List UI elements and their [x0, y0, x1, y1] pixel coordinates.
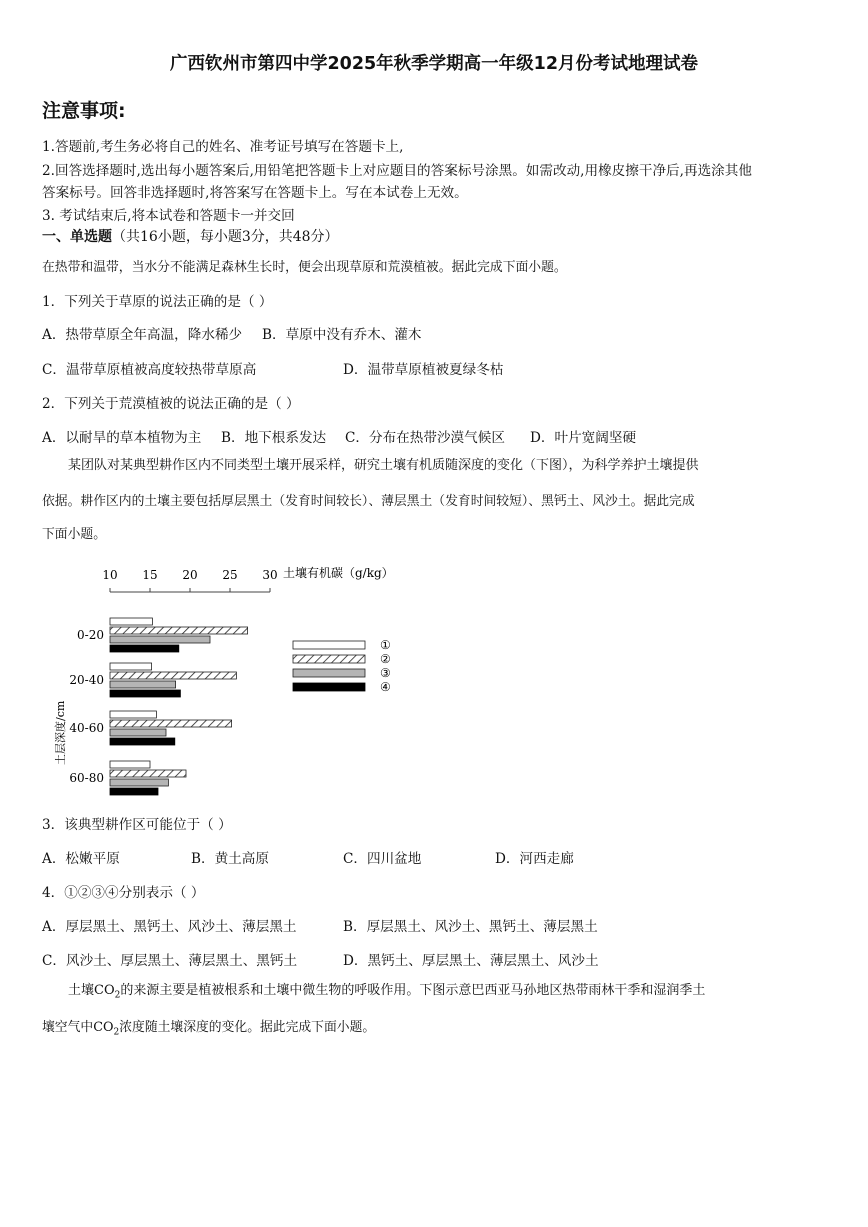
bar-40-60-series-4: [110, 738, 175, 745]
section-desc: （共16小题，每小题3分，共48分）: [112, 229, 339, 245]
q1-option-d[interactable]: D．温带草原植被夏绿冬枯: [343, 362, 504, 378]
passage-3-line-2: [42, 1016, 375, 1038]
category-label-40-60: 40-60: [69, 721, 104, 735]
bar-40-60-series-2: [110, 720, 232, 727]
legend-label-1: ①: [380, 638, 391, 652]
x-tick-label-25: 25: [222, 568, 238, 582]
legend-label-2: ②: [380, 652, 391, 666]
bar-60-80-series-3: [110, 779, 168, 786]
passage-3-part-3: 壤空气中CO: [42, 1020, 114, 1035]
legend-swatch-3: [293, 669, 365, 677]
bar-20-40-series-3: [110, 681, 176, 688]
q4-stem: 4．①②③④分别表示（ ）: [42, 885, 205, 901]
page-title: 广西钦州市第四中学2025年秋季学期高一年级12月份考试地理试卷: [169, 54, 699, 74]
passage-2-line-3: 下面小题。: [42, 527, 106, 542]
x-tick-label-20: 20: [182, 568, 198, 582]
notice-item-2: 2.回答选择题时,选出每小题答案后,用铅笔把答题卡上对应题目的答案标号涂黑。如需改动,用橡皮擦干净后,再选涂其他: [42, 163, 752, 179]
bar-60-80-series-2: [110, 770, 186, 777]
passage-2-line-2: 依据。耕作区内的土壤主要包括厚层黑土（发育时间较长）、薄层黑土（发育时间较短）、黑钙土、风沙土。据此完成: [42, 494, 695, 509]
x-tick-label-15: 15: [142, 568, 158, 582]
soil-carbon-chart: [40, 555, 440, 800]
bar-0-20-series-1: [110, 618, 152, 625]
q4-option-c[interactable]: C．风沙土、厚层黑土、薄层黑土、黑钙土: [42, 953, 298, 969]
notice-item-3: 3. 考试结束后,将本试卷和答题卡一并交回: [42, 208, 295, 224]
q2-option-d[interactable]: D．叶片宽阔坚硬: [530, 430, 637, 446]
passage-3-part-2: 的来源主要是植被根系和土壤中微生物的呼吸作用。下图示意巴西亚马孙地区热带雨林干季和湿润季土: [120, 983, 706, 998]
x-tick-label-10: 10: [102, 568, 118, 582]
legend-swatch-1: [293, 641, 365, 649]
q1-option-c[interactable]: C．温带草原植被高度较热带草原高: [42, 362, 257, 378]
legend-swatch-4: [293, 683, 365, 691]
bar-0-20-series-2: [110, 627, 248, 634]
q2-stem: 2．下列关于荒漠植被的说法正确的是（ ）: [42, 396, 300, 412]
bar-20-40-series-1: [110, 663, 152, 670]
q3-option-c[interactable]: C．四川盆地: [343, 851, 422, 867]
q1-option-a[interactable]: A．热带草原全年高温，降水稀少: [42, 327, 243, 343]
q4-option-d[interactable]: D．黑钙土、厚层黑土、薄层黑土、风沙土: [343, 953, 599, 969]
q1-stem: 1．下列关于草原的说法正确的是（ ）: [42, 294, 273, 310]
q2-option-a[interactable]: A．以耐旱的草本植物为主: [42, 430, 202, 446]
legend-label-3: ③: [380, 666, 391, 680]
notice-item-2-cont: 答案标号。回答非选择题时,将答案写在答题卡上。写在本试卷上无效。: [42, 185, 468, 201]
q3-option-d[interactable]: D．河西走廊: [495, 851, 574, 867]
bar-20-40-series-2: [110, 672, 236, 679]
q3-stem: 3．该典型耕作区可能位于（ ）: [42, 817, 232, 833]
legend-swatch-2: [293, 655, 365, 663]
q3-option-b[interactable]: B．黄土高原: [191, 851, 269, 867]
passage-2-line-1: 某团队对某典型耕作区内不同类型土壤开展采样，研究土壤有机质随深度的变化（下图），为科学养护土壤提供: [68, 458, 699, 473]
q2-option-b[interactable]: B．地下根系发达: [221, 430, 327, 446]
passage-3-part-1: 土壤CO: [68, 983, 115, 998]
notice-heading: 注意事项:: [42, 100, 126, 122]
section-title: [42, 226, 339, 246]
passage-3: [42, 975, 832, 1012]
category-label-20-40: 20-40: [69, 673, 104, 687]
passage-1: 在热带和温带，当水分不能满足森林生长时，便会出现草原和荒漠植被。据此完成下面小题。: [42, 260, 567, 275]
bar-40-60-series-3: [110, 729, 166, 736]
q4-option-b[interactable]: B．厚层黑土、风沙土、黑钙土、薄层黑土: [343, 919, 598, 935]
bar-60-80-series-4: [110, 788, 158, 795]
notice-item-1: 1.答题前,考生务必将自己的姓名、准考证号填写在答题卡上,: [42, 139, 404, 155]
co2-subscript-1: 2: [114, 990, 121, 1001]
q2-option-c[interactable]: C．分布在热带沙漠气候区: [345, 430, 505, 446]
y-axis-label: 土层深度/cm: [54, 700, 67, 765]
bar-20-40-series-4: [110, 690, 180, 697]
bar-0-20-series-3: [110, 636, 210, 643]
bar-0-20-series-4: [110, 645, 179, 652]
category-label-60-80: 60-80: [69, 771, 104, 785]
category-label-0-20: 0-20: [77, 628, 104, 642]
x-axis-label: 土壤有机碳（g/kg）: [283, 566, 394, 580]
co2-subscript-2: 2: [113, 1027, 120, 1038]
q3-option-a[interactable]: A．松嫩平原: [42, 851, 120, 867]
section-name: 一、单选题: [42, 229, 112, 245]
q4-option-a[interactable]: A．厚层黑土、黑钙土、风沙土、薄层黑土: [42, 919, 297, 935]
bar-40-60-series-1: [110, 711, 156, 718]
x-tick-label-30: 30: [262, 568, 278, 582]
passage-2: [42, 450, 832, 482]
legend-label-4: ④: [380, 680, 391, 694]
passage-3-part-4: 浓度随土壤深度的变化。据此完成下面小题。: [119, 1020, 376, 1035]
bar-60-80-series-1: [110, 761, 150, 768]
q1-option-b[interactable]: B．草原中没有乔木、灌木: [262, 327, 422, 343]
